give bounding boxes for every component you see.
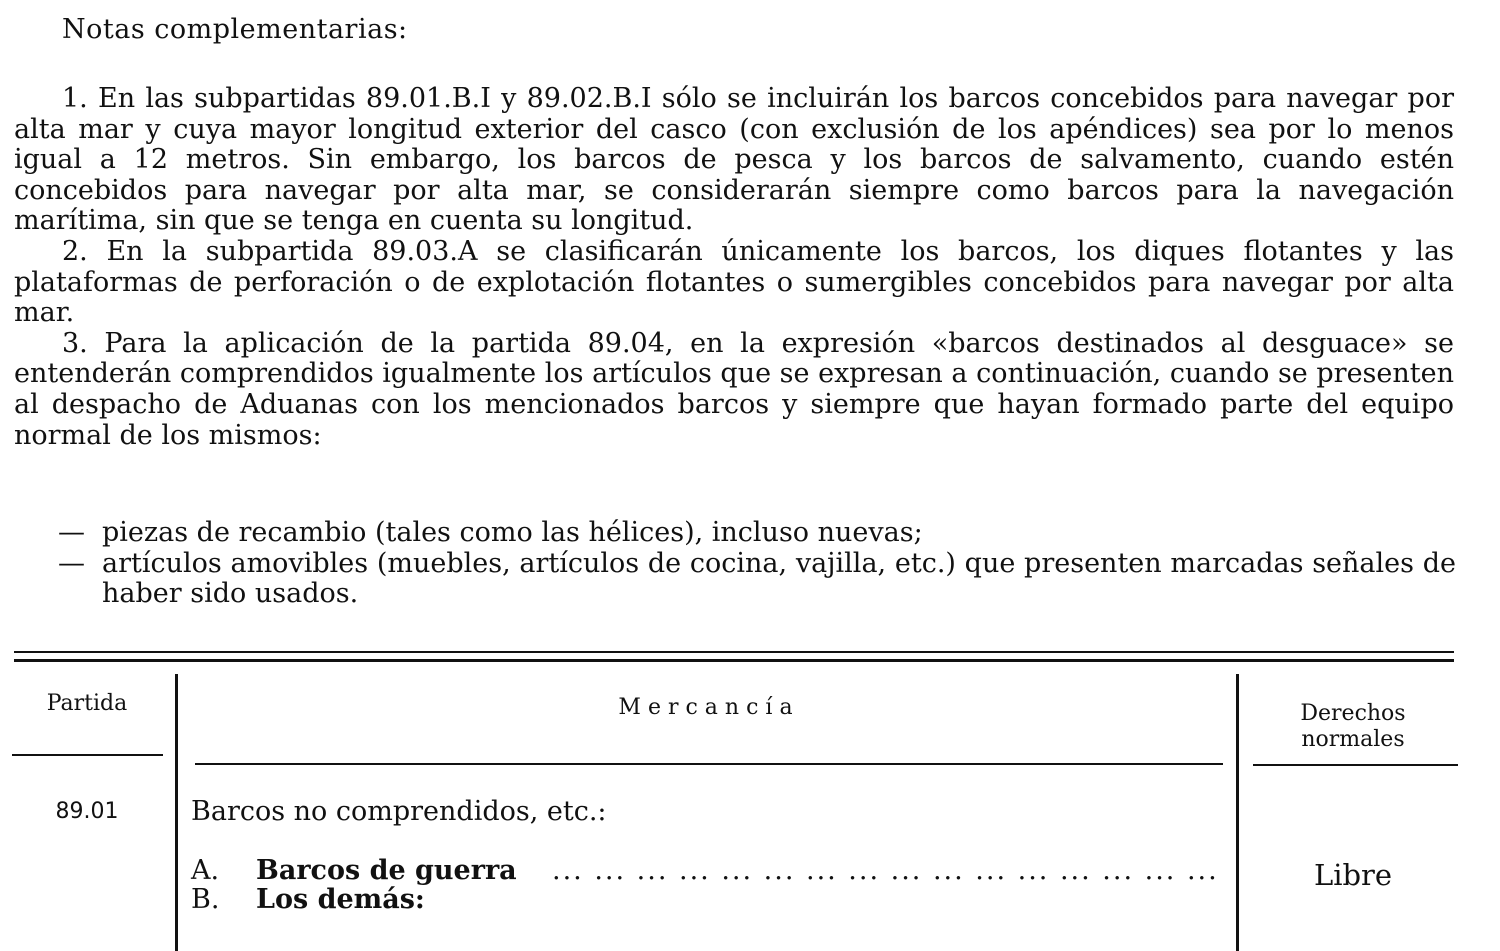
bullet-text: artículos amovibles (muebles, artículos de cocina, vajilla, etc.) que presenten marcadas señales de haber sido usados.: [102, 547, 1456, 610]
subitem-b-letter: B.: [191, 884, 220, 915]
row-duty: Libre: [1313, 858, 1393, 892]
table-top-rule: [14, 651, 1454, 653]
subitem-a-text: Barcos de guerra: [256, 855, 517, 886]
header-underline: [12, 754, 163, 756]
note-3: 3. Para la aplicación de la partida 89.04, en la expresión «barcos destinados al desguace» se entenderán comprendidos igualmente los artículos que se expresan a continuación, cuando se presenten al despacho de Aduanas con los mencionados barcos y siempre que hayan formado parte del equipo normal de los mismos:: [14, 327, 1454, 451]
note-1: 1. En las subpartidas 89.01.B.I y 89.02.B.I sólo se incluirán los barcos concebidos para navegar por alta mar y cuya mayor longitud exterior del casco (con exclusión de los apéndices) sea por lo menos igual a 12 metros. Sin embargo, los barcos de pesca y los barcos de salvamento, cuando estén concebidos para navegar por alta mar, se considerarán siempre como barcos para la navegación marítima, sin que se tenga en cuenta su longitud.: [14, 83, 1454, 237]
header-derechos: [1253, 701, 1453, 753]
header-derechos-line2: normales: [1301, 727, 1405, 752]
bullet-item: [58, 518, 1456, 549]
header-underline: [1253, 764, 1458, 766]
row-partida: 89.01: [55, 799, 119, 824]
bullet-dash: —: [58, 517, 85, 548]
subitem-a-leader: ... ... ... ... ... ... ... ... ... ... ... ... ... ... ... ...: [552, 855, 1219, 886]
column-divider: [175, 674, 178, 951]
bullet-dash: —: [58, 547, 85, 579]
notes-heading: Notas complementarias:: [62, 14, 408, 45]
header-mercancia: Mercancía: [618, 695, 800, 720]
bullet-item: [58, 549, 1456, 610]
table-top-rule-thick: [14, 659, 1454, 662]
note-2: 2. En la subpartida 89.03.A se clasificarán únicamente los barcos, los diques flotantes y las plataformas de perforación o de explotación flotantes o sumergibles concebidos para navegar por alta mar.: [14, 235, 1454, 329]
subitem-a-letter: A.: [191, 855, 220, 886]
subitem-b-text: Los demás:: [256, 884, 425, 915]
column-divider: [1236, 674, 1239, 951]
notes-body: [14, 84, 1454, 451]
bullet-text: piezas de recambio (tales como las hélices), incluso nuevas;: [102, 517, 923, 548]
bullet-list: [58, 518, 1456, 610]
header-derechos-line1: Derechos: [1300, 701, 1406, 726]
row-description: Barcos no comprendidos, etc.:: [191, 796, 607, 827]
header-underline: [195, 763, 1223, 765]
header-partida: Partida: [46, 691, 128, 716]
